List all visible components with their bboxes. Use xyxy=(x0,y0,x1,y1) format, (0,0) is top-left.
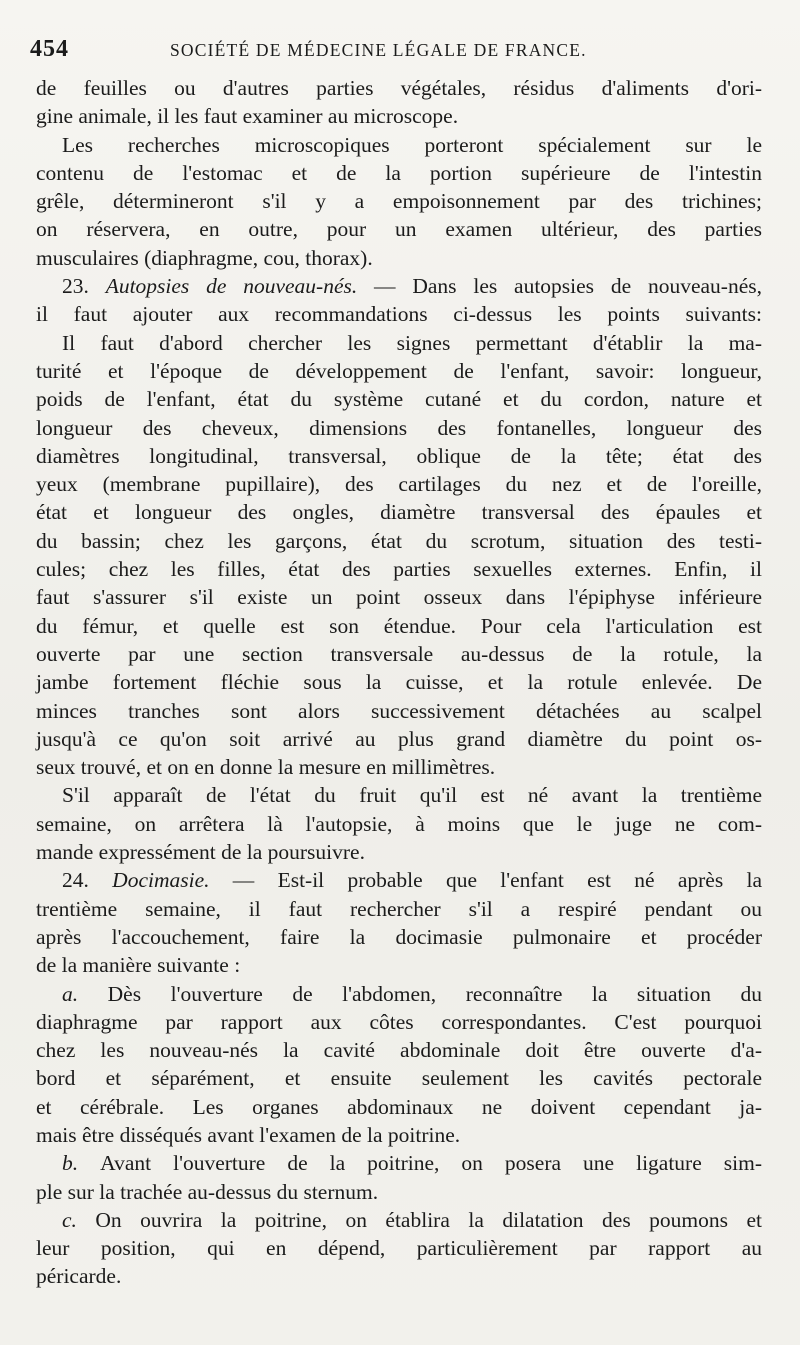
line-text: S'il apparaît de l'état du fruit qu'il est né avant la trentième xyxy=(62,783,762,808)
text-line xyxy=(36,781,762,809)
text-line xyxy=(36,385,762,413)
text-line xyxy=(36,866,762,894)
text-line xyxy=(36,527,762,555)
text-line xyxy=(36,215,762,243)
text-line xyxy=(36,357,762,385)
line-text: diaphragme par rapport aux côtes correspondantes. C'est pourquoi xyxy=(36,1009,762,1034)
line-text: leur position, qui en dépend, particulièrement par rapport au xyxy=(36,1236,762,1261)
line-text: du fémur, et quelle est son étendue. Pour cela l'articulation est xyxy=(36,613,762,638)
line-text: ple sur la trachée au-dessus du sternum. xyxy=(36,1179,379,1204)
line-text: Dès l'ouverture de l'abdomen, reconnaître la situation du xyxy=(107,981,762,1006)
line-text: On ouvrira la poitrine, on établira la dilatation des poumons et xyxy=(95,1207,762,1232)
running-head: SOCIÉTÉ DE MÉDECINE LÉGALE DE FRANCE. xyxy=(170,40,587,60)
text-line xyxy=(36,1093,762,1121)
text-line xyxy=(36,555,762,583)
line-text: faut s'assurer s'il existe un point osseux dans l'épiphyse inférieure xyxy=(36,585,762,610)
line-text: Il faut d'abord chercher les signes permettant d'établir la ma- xyxy=(62,330,762,355)
text-line xyxy=(36,1036,762,1064)
italic-heading: b. xyxy=(62,1151,101,1176)
line-text: jusqu'à ce qu'on soit arrivé au plus grand diamètre du point os- xyxy=(36,726,762,751)
text-line xyxy=(36,131,762,159)
line-text: et cérébrale. Les organes abdominaux ne doivent cependant ja- xyxy=(36,1094,762,1119)
page-number: 454 xyxy=(30,36,69,62)
text-line xyxy=(36,74,762,102)
text-line xyxy=(36,923,762,951)
line-text: diamètres longitudinal, transversal, oblique de la tête; état des xyxy=(36,443,762,468)
line-text: état et longueur des ongles, diamètre transversal des épaules et xyxy=(36,500,762,525)
text-line xyxy=(36,102,762,130)
line-text: longueur des cheveux, dimensions des fontanelles, longueur des xyxy=(36,415,762,440)
line-text: turité et l'époque de développement de l'enfant, savoir: longueur, xyxy=(36,358,762,383)
text-line xyxy=(36,1234,762,1262)
line-text: du bassin; chez les garçons, état du scrotum, situation des testi- xyxy=(36,528,762,553)
italic-heading: Autopsies de nouveau-nés. xyxy=(105,274,375,299)
text-line xyxy=(36,668,762,696)
line-text: chez les nouveau-nés la cavité abdominale doit être ouverte d'a- xyxy=(36,1038,762,1063)
line-text: yeux (membrane pupillaire), des cartilages du nez et de l'oreille, xyxy=(36,472,762,497)
text-line xyxy=(36,753,762,781)
line-text: grêle, détermineront s'il y a empoisonnement par des trichines; xyxy=(36,189,762,214)
text-line xyxy=(36,1206,762,1234)
line-text: mais être disséqués avant l'examen de la poitrine. xyxy=(36,1122,461,1147)
line-text: poids de l'enfant, état du système cutané et du cordon, nature et xyxy=(36,387,762,412)
text-line xyxy=(36,442,762,470)
italic-heading: a. xyxy=(62,981,108,1006)
line-text: seux trouvé, et on en donne la mesure en millimètres. xyxy=(36,755,496,780)
text-line xyxy=(36,272,762,300)
text-line xyxy=(36,1149,762,1177)
line-text: trentième semaine, il faut rechercher s'il a respiré pendant ou xyxy=(36,896,762,921)
line-text: jambe fortement fléchie sous la cuisse, et la rotule enlevée. De xyxy=(36,670,762,695)
line-text: — Dans les autopsies de nouveau-nés, xyxy=(374,274,762,299)
text-line xyxy=(36,725,762,753)
text-line xyxy=(36,1121,762,1149)
section-number: 23. xyxy=(62,274,106,299)
line-text: il faut ajouter aux recommandations ci-dessus les points suivants: xyxy=(36,302,762,327)
page-body-text xyxy=(36,74,762,1291)
line-text: mande expressément de la poursuivre. xyxy=(36,840,365,865)
text-line xyxy=(36,414,762,442)
italic-heading: c. xyxy=(62,1207,96,1232)
line-text: ouverte par une section transversale au-dessus de la rotule, la xyxy=(36,641,762,666)
line-text: on réservera, en outre, pour un examen ultérieur, des parties xyxy=(36,217,762,242)
text-line xyxy=(36,470,762,498)
line-text: — Est-il probable que l'enfant est né après la xyxy=(232,868,763,893)
text-line xyxy=(36,1178,762,1206)
text-line xyxy=(36,244,762,272)
line-text: après l'accouchement, faire la docimasie pulmonaire et procéder xyxy=(36,924,762,949)
text-line xyxy=(36,583,762,611)
text-line xyxy=(36,810,762,838)
section-number: 24. xyxy=(62,868,113,893)
line-text: musculaires (diaphragme, cou, thorax). xyxy=(36,245,373,270)
line-text: minces tranches sont alors successivement détachées au scalpel xyxy=(36,698,762,723)
text-line xyxy=(36,300,762,328)
text-line xyxy=(36,1064,762,1092)
text-line xyxy=(36,612,762,640)
line-text: de la manière suivante : xyxy=(36,953,241,978)
text-line xyxy=(36,187,762,215)
text-line xyxy=(36,838,762,866)
line-text: contenu de l'estomac et de la portion supérieure de l'intestin xyxy=(36,160,762,185)
text-line xyxy=(36,697,762,725)
text-line xyxy=(36,159,762,187)
text-line xyxy=(36,951,762,979)
text-line xyxy=(36,498,762,526)
italic-heading: Docimasie. xyxy=(112,868,233,893)
line-text: péricarde. xyxy=(36,1264,122,1289)
text-line xyxy=(36,1008,762,1036)
line-text: de feuilles ou d'autres parties végétales, résidus d'aliments d'ori- xyxy=(36,76,762,100)
line-text: semaine, on arrêtera là l'autopsie, à moins que le juge ne com- xyxy=(36,811,762,836)
text-line xyxy=(36,895,762,923)
line-text: gine animale, il les faut examiner au microscope. xyxy=(36,104,459,129)
line-text: Les recherches microscopiques porteront spécialement sur le xyxy=(62,132,762,157)
text-line xyxy=(36,329,762,357)
line-text: Avant l'ouverture de la poitrine, on posera une ligature sim- xyxy=(100,1151,762,1176)
text-line xyxy=(36,980,762,1008)
line-text: cules; chez les filles, état des parties sexuelles externes. Enfin, il xyxy=(36,557,762,582)
line-text: bord et séparément, et ensuite seulement les cavités pectorale xyxy=(36,1066,762,1091)
text-line xyxy=(36,640,762,668)
page-header xyxy=(30,36,770,66)
text-line xyxy=(36,1262,762,1290)
